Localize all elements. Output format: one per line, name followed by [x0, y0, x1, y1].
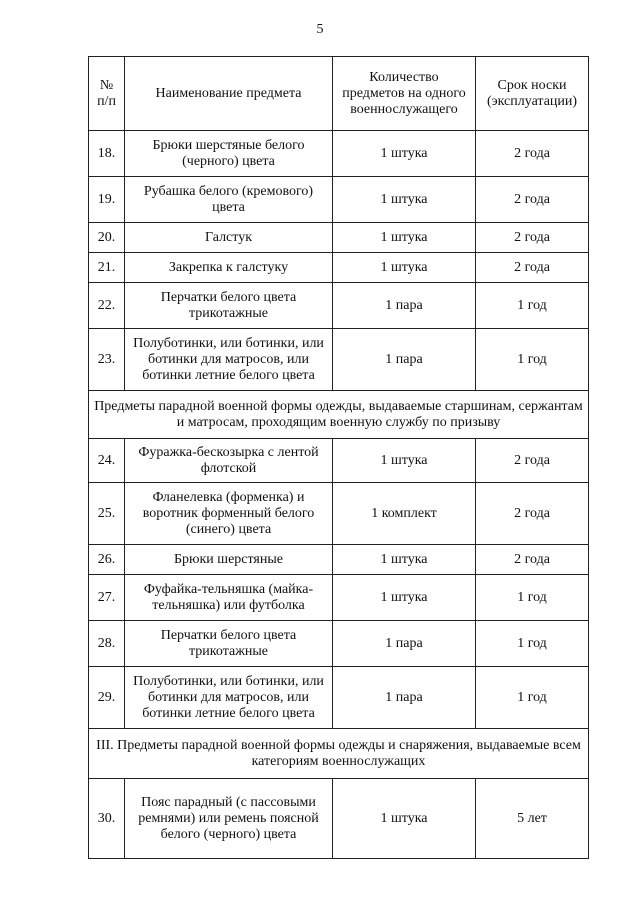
table-row	[89, 329, 589, 391]
section-title: III. Предметы парадной военной формы одежды и снаряжения, выдаваемые всем категориям военнослужащих	[89, 729, 589, 779]
row-name: Галстук	[125, 223, 333, 253]
header-name: Наименование предмета	[125, 57, 333, 131]
row-name: Фуражка-бескозырка с лентой флотской	[125, 439, 333, 483]
row-qty: 1 пара	[333, 621, 476, 667]
row-term: 5 лет	[476, 779, 589, 859]
row-name: Пояс парадный (с пассовыми ремнями) или ремень поясной белого (черного) цвета	[125, 779, 333, 859]
row-term: 1 год	[476, 667, 589, 729]
row-term: 2 года	[476, 253, 589, 283]
table-row	[89, 483, 589, 545]
row-term: 2 года	[476, 545, 589, 575]
row-term: 1 год	[476, 329, 589, 391]
row-num: 24.	[89, 439, 125, 483]
row-qty: 1 штука	[333, 575, 476, 621]
row-qty: 1 штука	[333, 545, 476, 575]
table-row	[89, 439, 589, 483]
row-qty: 1 штука	[333, 253, 476, 283]
row-qty: 1 штука	[333, 177, 476, 223]
row-num: 18.	[89, 131, 125, 177]
row-term: 2 года	[476, 439, 589, 483]
row-qty: 1 штука	[333, 779, 476, 859]
section-row	[89, 729, 589, 779]
row-term: 1 год	[476, 621, 589, 667]
row-qty: 1 пара	[333, 329, 476, 391]
row-qty: 1 пара	[333, 283, 476, 329]
table-row	[89, 177, 589, 223]
row-name: Фланелевка (форменка) и воротник форменный белого (синего) цвета	[125, 483, 333, 545]
row-num: 22.	[89, 283, 125, 329]
row-term: 2 года	[476, 483, 589, 545]
row-num: 30.	[89, 779, 125, 859]
section-row	[89, 391, 589, 439]
table-row	[89, 131, 589, 177]
row-name: Перчатки белого цвета трикотажные	[125, 283, 333, 329]
row-num: 23.	[89, 329, 125, 391]
row-num: 29.	[89, 667, 125, 729]
row-name: Фуфайка-тельняшка (майка-тельняшка) или футболка	[125, 575, 333, 621]
table-row	[89, 283, 589, 329]
row-num: 19.	[89, 177, 125, 223]
row-qty: 1 штука	[333, 439, 476, 483]
row-qty: 1 пара	[333, 667, 476, 729]
row-name: Брюки шерстяные	[125, 545, 333, 575]
row-name: Перчатки белого цвета трикотажные	[125, 621, 333, 667]
page-number: 5	[316, 22, 324, 37]
header-qty: Количество предметов на одного военнослужащего	[333, 57, 476, 131]
table-row	[89, 253, 589, 283]
row-num: 20.	[89, 223, 125, 253]
row-term: 1 год	[476, 283, 589, 329]
row-num: 27.	[89, 575, 125, 621]
items-table	[88, 56, 589, 859]
table-row	[89, 621, 589, 667]
table-row	[89, 667, 589, 729]
row-num: 26.	[89, 545, 125, 575]
row-name: Полуботинки, или ботинки, или ботинки для матросов, или ботинки летние белого цвета	[125, 329, 333, 391]
table-row	[89, 779, 589, 859]
table-row	[89, 575, 589, 621]
row-name: Полуботинки, или ботинки, или ботинки для матросов, или ботинки летние белого цвета	[125, 667, 333, 729]
row-qty: 1 комплект	[333, 483, 476, 545]
row-num: 21.	[89, 253, 125, 283]
row-qty: 1 штука	[333, 131, 476, 177]
header-num: № п/п	[89, 57, 125, 131]
table-row	[89, 223, 589, 253]
row-name: Закрепка к галстуку	[125, 253, 333, 283]
row-term: 2 года	[476, 177, 589, 223]
section-title: Предметы парадной военной формы одежды, выдаваемые старшинам, сержантам и матросам, проходящим военную службу по призыву	[89, 391, 589, 439]
row-name: Брюки шерстяные белого (черного) цвета	[125, 131, 333, 177]
row-term: 2 года	[476, 223, 589, 253]
header-row	[89, 57, 589, 131]
row-num: 25.	[89, 483, 125, 545]
row-name: Рубашка белого (кремового) цвета	[125, 177, 333, 223]
table-row	[89, 545, 589, 575]
row-term: 1 год	[476, 575, 589, 621]
row-qty: 1 штука	[333, 223, 476, 253]
header-term: Срок носки (эксплуатации)	[476, 57, 589, 131]
row-num: 28.	[89, 621, 125, 667]
row-term: 2 года	[476, 131, 589, 177]
